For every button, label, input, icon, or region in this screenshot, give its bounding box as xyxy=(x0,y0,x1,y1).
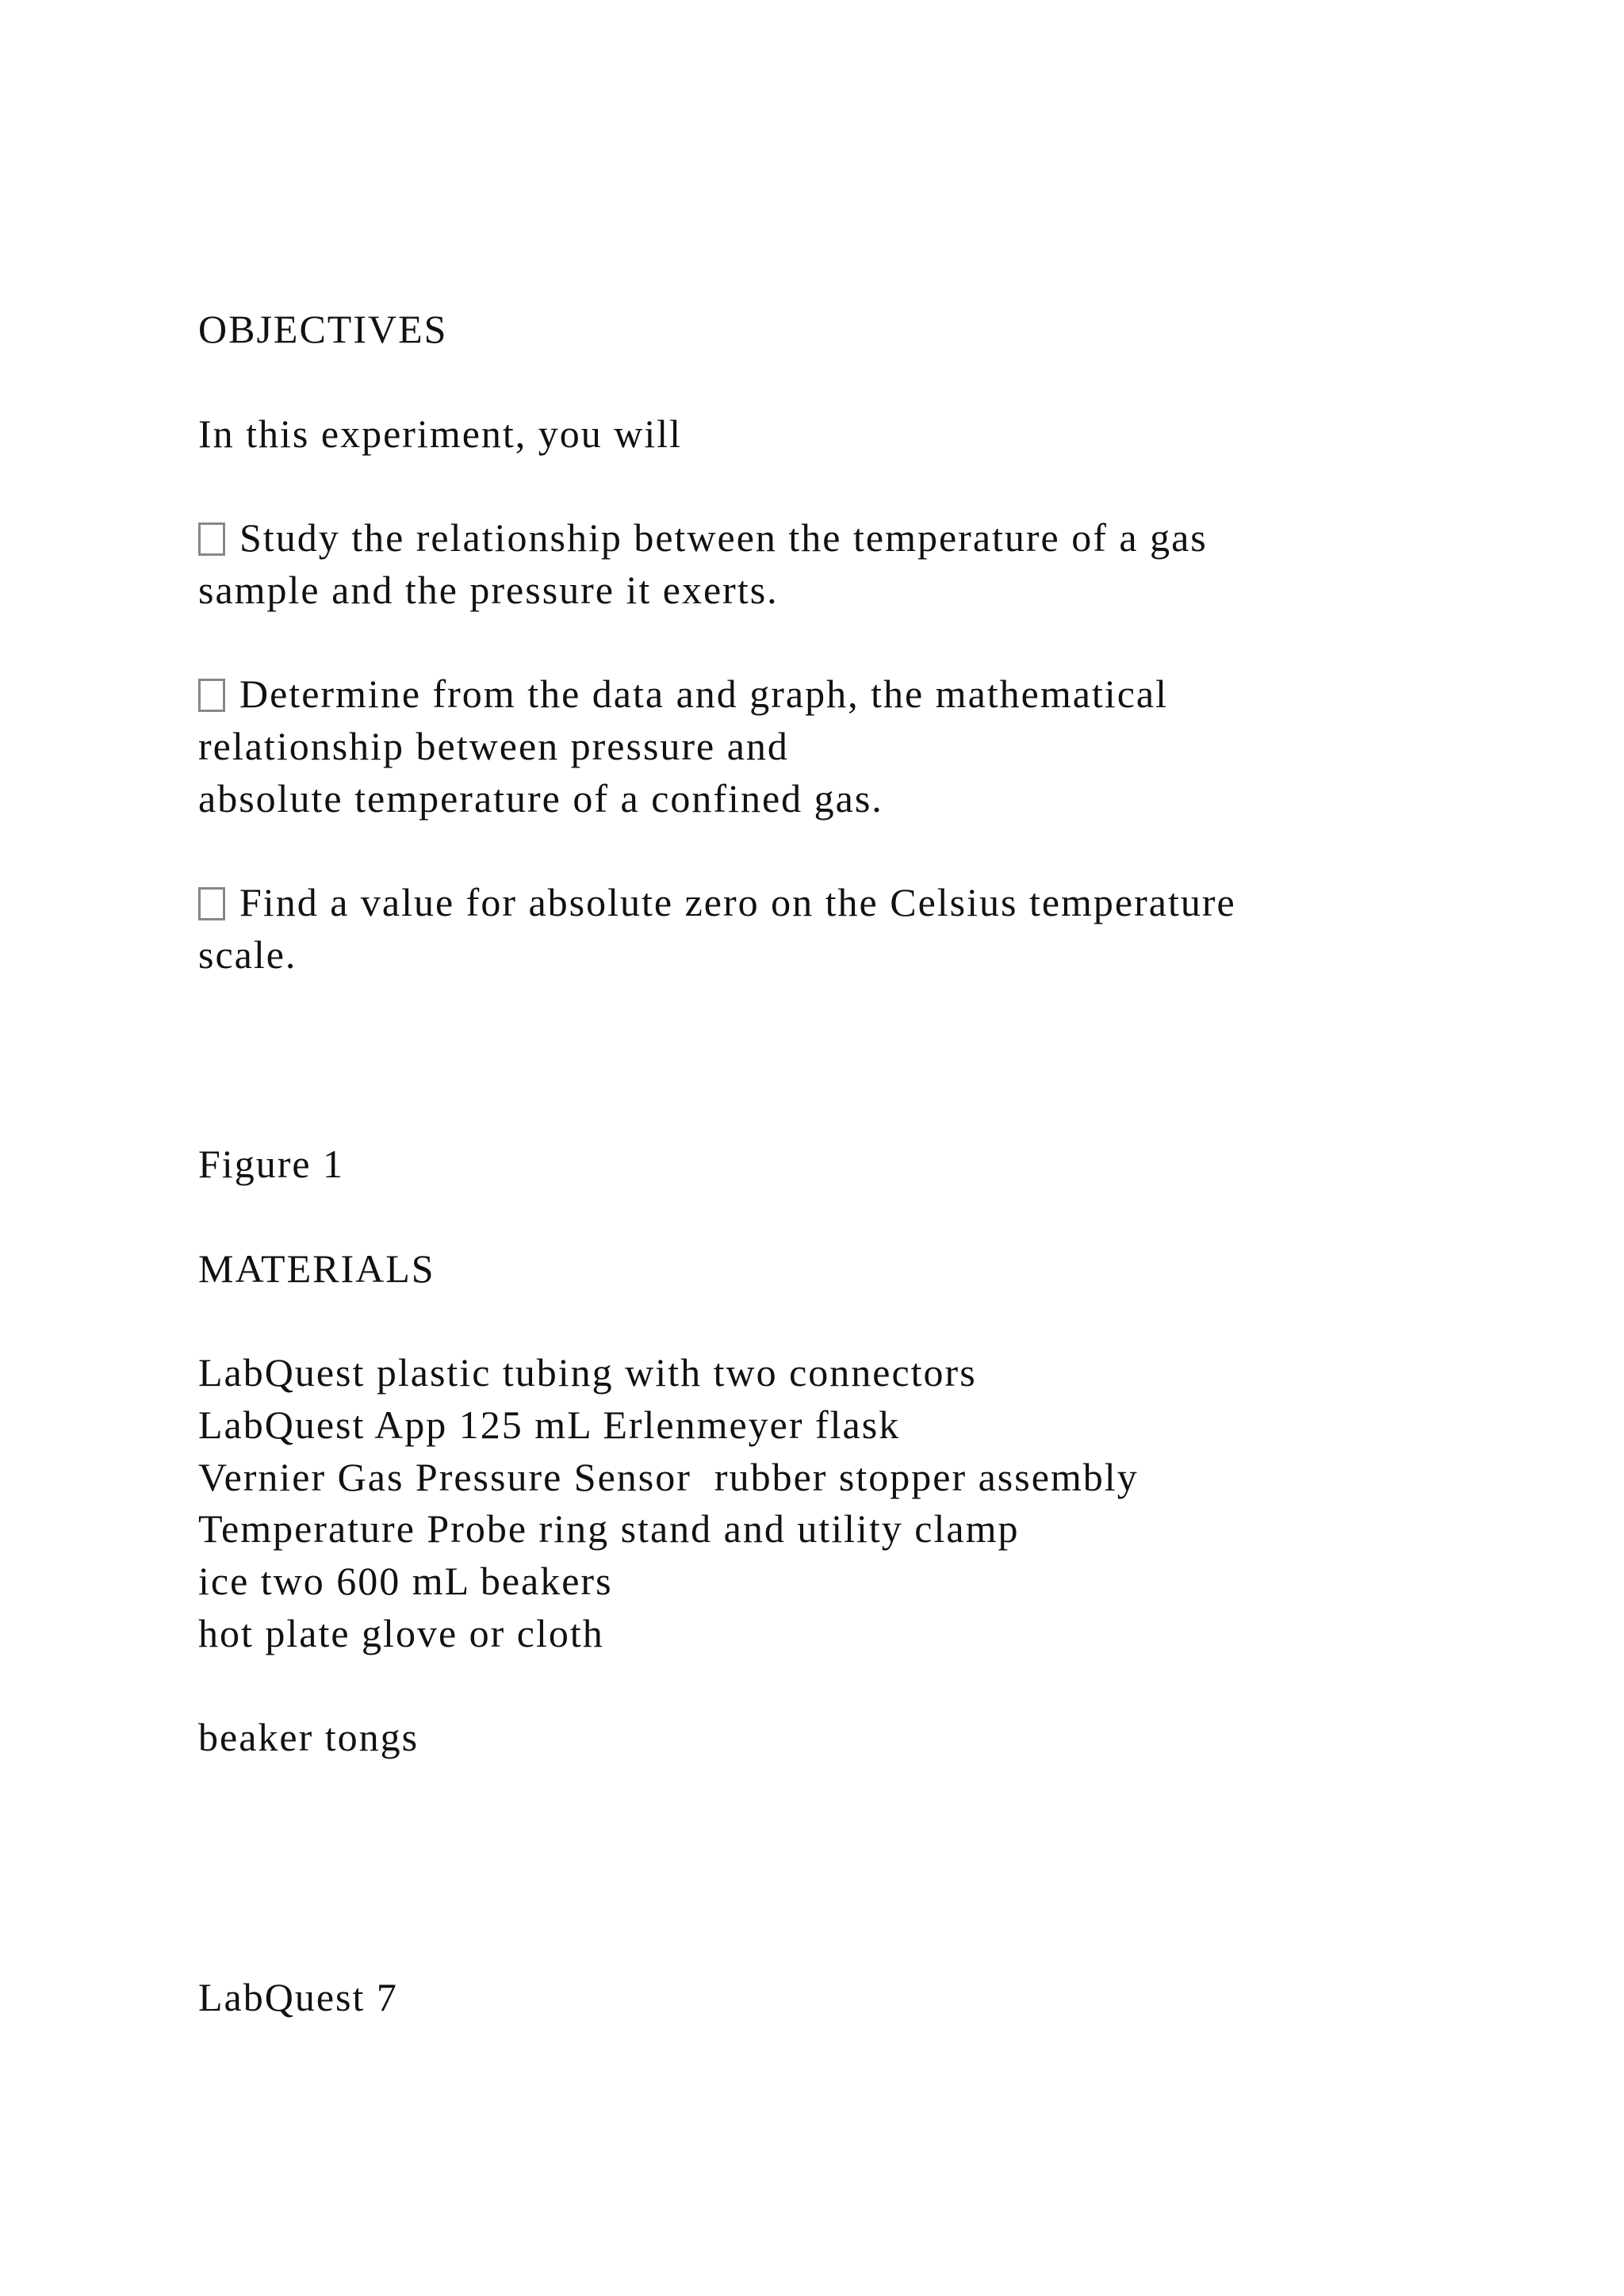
materials-line-1: LabQuest plastic tubing with two connectors xyxy=(198,1350,977,1395)
materials-heading: MATERIALS xyxy=(198,1246,435,1291)
objective-3-line-2: scale. xyxy=(198,932,297,977)
materials-line-2: LabQuest App 125 mL Erlenmeyer flask xyxy=(198,1402,901,1447)
materials-line-3: Vernier Gas Pressure Sensor rubber stopper assembly xyxy=(198,1455,1139,1499)
page-footer: LabQuest 7 xyxy=(198,1975,398,2019)
objective-1-line-1: Study the relationship between the temperature of a gas xyxy=(198,518,1208,557)
materials-line-5: ice two 600 mL beakers xyxy=(198,1559,613,1603)
bullet-icon xyxy=(198,522,225,556)
objectives-heading: OBJECTIVES xyxy=(198,307,448,351)
objective-1-line-2: sample and the pressure it exerts. xyxy=(198,568,779,612)
materials-line-6: hot plate glove or cloth xyxy=(198,1611,604,1655)
bullet-icon xyxy=(198,887,225,920)
objective-2-line-3: absolute temperature of a confined gas. xyxy=(198,776,883,821)
objective-3-line-1: Find a value for absolute zero on the Celsius temperature xyxy=(198,882,1236,922)
objectives-intro: In this experiment, you will xyxy=(198,411,683,456)
objective-2-line-2: relationship between pressure and xyxy=(198,724,789,768)
figure-caption: Figure 1 xyxy=(198,1142,345,1186)
bullet-icon xyxy=(198,679,225,712)
objective-2-line-1: Determine from the data and graph, the mathematical xyxy=(198,674,1168,714)
materials-line-4: Temperature Probe ring stand and utility clamp xyxy=(198,1506,1020,1551)
materials-extra: beaker tongs xyxy=(198,1715,419,1759)
